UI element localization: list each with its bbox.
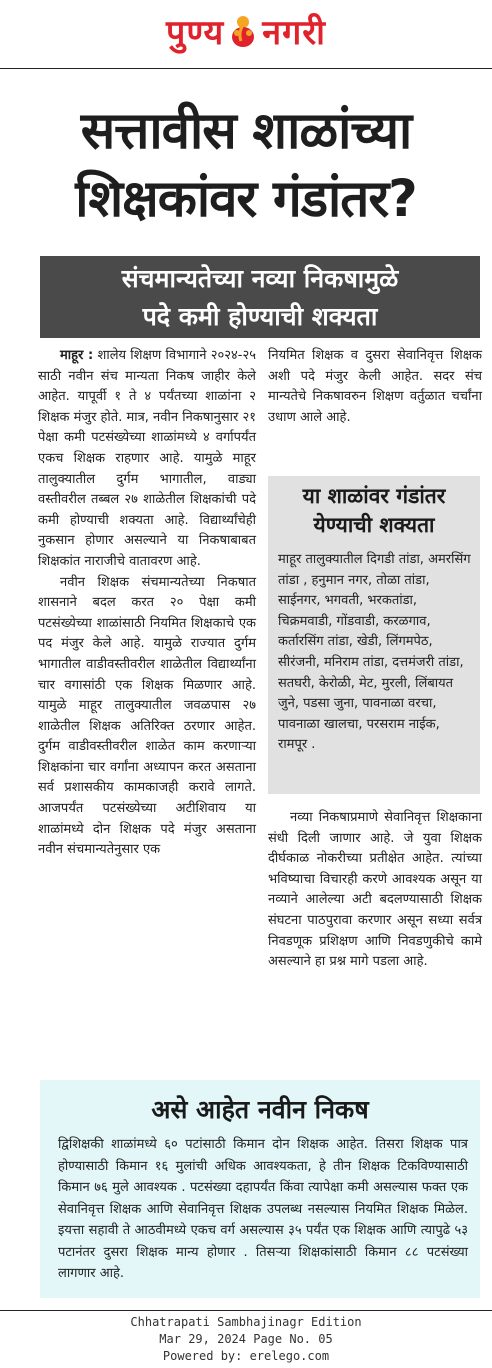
article-column-right-bottom [268, 808, 482, 973]
article-paragraph-2: नवीन शिक्षक संचमान्यतेच्या निकषात शासनाने बदल करत २० पेक्षा कमी पटसंख्येच्या शाळांसाठी नियमित शिक्षकाचे एक पद मंजुर केले आहे. यामुळे राज्यात दुर्गम भागातील वाडीवस्तीवरील शाळेतील विद्यार्थ्यांना चार वगासांठी एक शिक्षक मिळणार आहे. यामुळे माहूर तालुक्यातील जवळपास २७ शाळेतील शिक्षक अतिरिक्त ठरणार आहेत. दुर्गम वाडीवस्तीवरील शाळेत काम करणाऱ्या शिक्षकांना चार वर्गांना अध्यापन करत असताना सर्व प्रशासकीय कामकाजही करावे लागते. आजपर्यंत पटसंख्येच्या अटीशिवाय या शाळांमध्ये दोन शिक्षक पदे मंजुर असताना नवीन संचमान्यतेनुसार एक [38, 574, 256, 858]
masthead [0, 0, 492, 70]
new-criteria-box [40, 1080, 480, 1298]
article-paragraph-3: नियमित शिक्षक व दुसरा सेवानिवृत्त शिक्षक अशी पदे मंजुर केली आहेत. सदर संच मान्यतेचे निकषावरुन शिक्षण वर्तुळात चर्चांना उधाण आले आहे. [268, 348, 482, 425]
sub-headline-line-2: पदे कमी होण्याची शक्यता [142, 302, 378, 331]
dateline: माहूर : [60, 348, 94, 363]
affected-schools-title [268, 482, 480, 540]
affected-schools-list: माहूर तालुक्यातील दिगडी तांडा, अमरसिंग तांडा , हनुमान नगर, तोळा तांडा, साईनगर, भगवती, भरकतांडा, चिक्रमवाडी, गोंडवाडी, करळगाव, कर्तारसिंग तांडा, खेडी, लिंगमपेठ, सीरंजनी, मनिराम तांडा, दत्तमंजरी तांडा, सतघरी, केरोळी, मेट, मुरली, लिंबायत जुने, पडसा जुना, पावनाळा वरचा, पावनाळा खालचा, परसराम नाईक, रामपूर . [278, 552, 471, 753]
article-paragraph-1-text: शालेय शिक्षण विभागाने २०२४-२५ साठी नवीन संच मान्यता निकष जाहीर केले आहेत. यापूर्वी १ ते ४ पर्यंतच्या शाळांना २ शिक्षक मंजुर होते. मात्र, नवीन निकषानुसार २१ पेक्षा कमी पटसंख्येच्या शाळांमध्ये ४ वर्गापर्यंत एकच शिक्षक राहणार आहे. यामुळे माहूर तालुक्यातील दुर्गम भागातील, वाड्या वस्तीवरील तब्बल २७ शाळेतील शिक्षकांची पदे कमी होण्याची शक्यता आहे. विद्यार्थ्यांचेही नुकसान होणार असल्याने या निकषाबाबत शिक्षकांत नाराजीचे वातावरण आहे. [38, 348, 256, 569]
logo-text-left: पुण्य [166, 13, 225, 53]
sub-headline-line-1: संचमान्यतेच्या नव्या निकषामुळे [121, 264, 399, 293]
affected-schools-title-line-2: येण्याची शक्यता [313, 513, 435, 537]
headline [0, 98, 492, 234]
headline-line-1: सत्तावीस शाळांच्या [80, 102, 412, 161]
newspaper-logo[interactable] [166, 8, 326, 54]
headline-line-2: शिक्षकांवर गंडांतर? [75, 170, 417, 229]
sub-headline-banner [40, 256, 480, 338]
powered-by-link[interactable]: Powered by: erelego.com [162, 1349, 330, 1363]
edition-name: Chhatrapati Sambhajinagr Edition [130, 1315, 362, 1329]
article-paragraph-4: नव्या निकषाप्रमाणे सेवानिवृत्त शिक्षकाना संधी दिली जाणार आहे. जे युवा शिक्षक दीर्घकाळ नोकरीच्या प्रतीक्षेत आहेत. त्यांच्या भविष्याचा विचारही करणे आवश्यक असून या नव्याने आलेल्या अटी बदलण्यासाठी शिक्षक संघटना पाठपुरावा करणार असून सध्या सर्वत्र निवडणूक प्रशिक्षण आणि निवडणुकीचे कामे असल्याने हा प्रश्न मागे पडला आहे. [268, 810, 482, 970]
logo-text-right: नगरी [262, 13, 326, 53]
date-page: Mar 29, 2024 Page No. 05 [159, 1332, 333, 1346]
bottom-divider [0, 1310, 492, 1311]
page-footer [0, 1314, 492, 1365]
article-column-left [38, 346, 256, 861]
affected-schools-box [268, 476, 480, 794]
article-paragraph-1 [38, 346, 256, 573]
top-divider [0, 68, 492, 69]
article-column-right-top [268, 346, 482, 428]
ganesha-icon [228, 13, 258, 49]
new-criteria-title: असे आहेत नवीन निकष [151, 1095, 369, 1124]
affected-schools-title-line-1: या शाळांवर गंडांतर [302, 484, 446, 508]
new-criteria-text: द्विशिक्षकी शाळांमध्ये ६० पटांसाठी किमान दोन शिक्षक आहेत. तिसरा शिक्षक पात्र होण्यासाठी किमान १६ मुलांची अधिक आवश्यकता, हे तीन शिक्षक टिकविण्यासाठी किमान ७६ मुले आवश्यक . पटसंख्या दहापर्यंत किंवा त्यापेक्षा कमी असल्यास फक्त एक सेवानिवृत्त शिक्षक आणि सेवानिवृत्त शिक्षक उपलब्ध नसल्यास नियमित शिक्षक मिळेल. इयत्ता सहावी ते आठवीमध्ये एकच वर्ग असल्यास ३५ पर्यंत एक शिक्षक आणि त्यापुढे ५३ पटानंतर दुसरा शिक्षक मान्य होणार . तिसऱ्या शिक्षकांसाठी किमान ८८ पटसंख्या लागणार आहे. [58, 1137, 468, 1281]
